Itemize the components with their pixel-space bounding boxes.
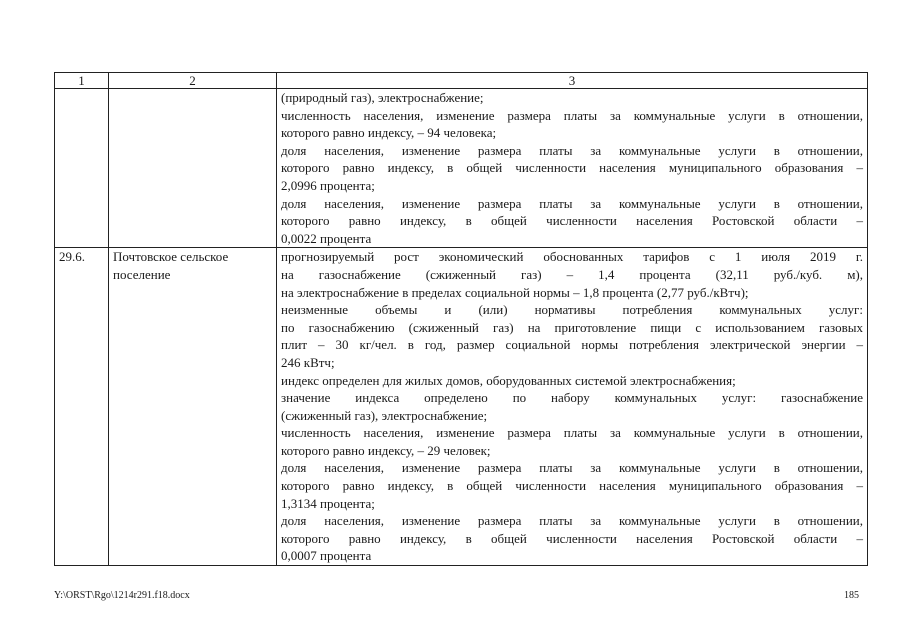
column-header-2: 2 (109, 73, 277, 89)
footer-file-path: Y:\ORST\Rgo\1214r291.f18.docx (54, 590, 190, 601)
text-line: по газоснабжению (сжиженный газ) на приготовление пищи с использованием газовых (281, 319, 863, 335)
text-line: которого равно индексу, в общей численности населения муниципального образования – (281, 478, 863, 494)
row-number: 29.6. (55, 248, 109, 566)
text-line: (природный газ), электроснабжение; (281, 90, 484, 105)
text-line: доля населения, изменение размера платы за коммунальные услуги в отношении, (281, 142, 863, 158)
text-line: 0,0007 процента (281, 548, 372, 564)
column-header-3: 3 (277, 73, 868, 89)
text-line: плит – 30 кг/чел. в год, размер социальной нормы потребления электрической энергии – (281, 337, 863, 353)
text-line: численность населения, изменение размера платы за коммунальные услуги в отношении, (281, 107, 863, 123)
continuation-row (55, 89, 868, 248)
text-line: 246 кВтч; (281, 354, 335, 370)
table-row (55, 248, 868, 566)
row-text-cell (277, 248, 868, 566)
text-line: прогнозируемый рост экономический обоснованных тарифов с 1 июля 2019 г. (281, 249, 863, 265)
column-header-1: 1 (55, 73, 109, 89)
text-line: значение индекса определено по набору коммунальных услуг: газоснабжение (281, 390, 863, 406)
text-line: которого равно индексу, в общей численности населения муниципального образования – (281, 160, 863, 176)
text-line: индекс определен для жилых домов, оборудованных системой электроснабжения; (281, 372, 736, 388)
continuation-number-cell (55, 89, 109, 248)
text-line: на электроснабжение в пределах социальной нормы – 1,8 процента (2,77 руб./кВтч); (281, 284, 749, 300)
page-number: 185 (844, 590, 859, 601)
text-line: которого равно индексу, в общей численности населения Ростовской области – (281, 213, 863, 229)
text-line: 2,0996 процента; (281, 177, 375, 193)
text-line: численность населения, изменение размера платы за коммунальные услуги в отношении, (281, 425, 863, 441)
text-line: 1,3134 процента; (281, 495, 375, 511)
document-table (54, 72, 868, 566)
text-line: неизменные объемы и (или) нормативы потребления коммунальных услуг: (281, 302, 863, 318)
text-line: на газоснабжение (сжиженный газ) – 1,4 процента (32,11 руб./куб. м), (281, 266, 863, 282)
text-line: 0,0022 процента (281, 230, 372, 246)
text-line: (сжиженный газ), электроснабжение; (281, 407, 488, 423)
text-line: доля населения, изменение размера платы за коммунальные услуги в отношении, (281, 460, 863, 476)
table-header-row (55, 73, 868, 89)
continuation-text-cell (277, 89, 868, 248)
text-line: которого равно индексу, в общей численности населения Ростовской области – (281, 530, 863, 546)
continuation-name-cell (109, 89, 277, 248)
text-line: доля населения, изменение размера платы за коммунальные услуги в отношении, (281, 513, 863, 529)
text-line: которого равно индексу, – 29 человек; (281, 442, 491, 458)
text-line: доля населения, изменение размера платы за коммунальные услуги в отношении, (281, 195, 863, 211)
settlement-name: Почтовское сельское поселение (109, 248, 277, 566)
text-line: которого равно индексу, – 94 человека; (281, 125, 497, 141)
